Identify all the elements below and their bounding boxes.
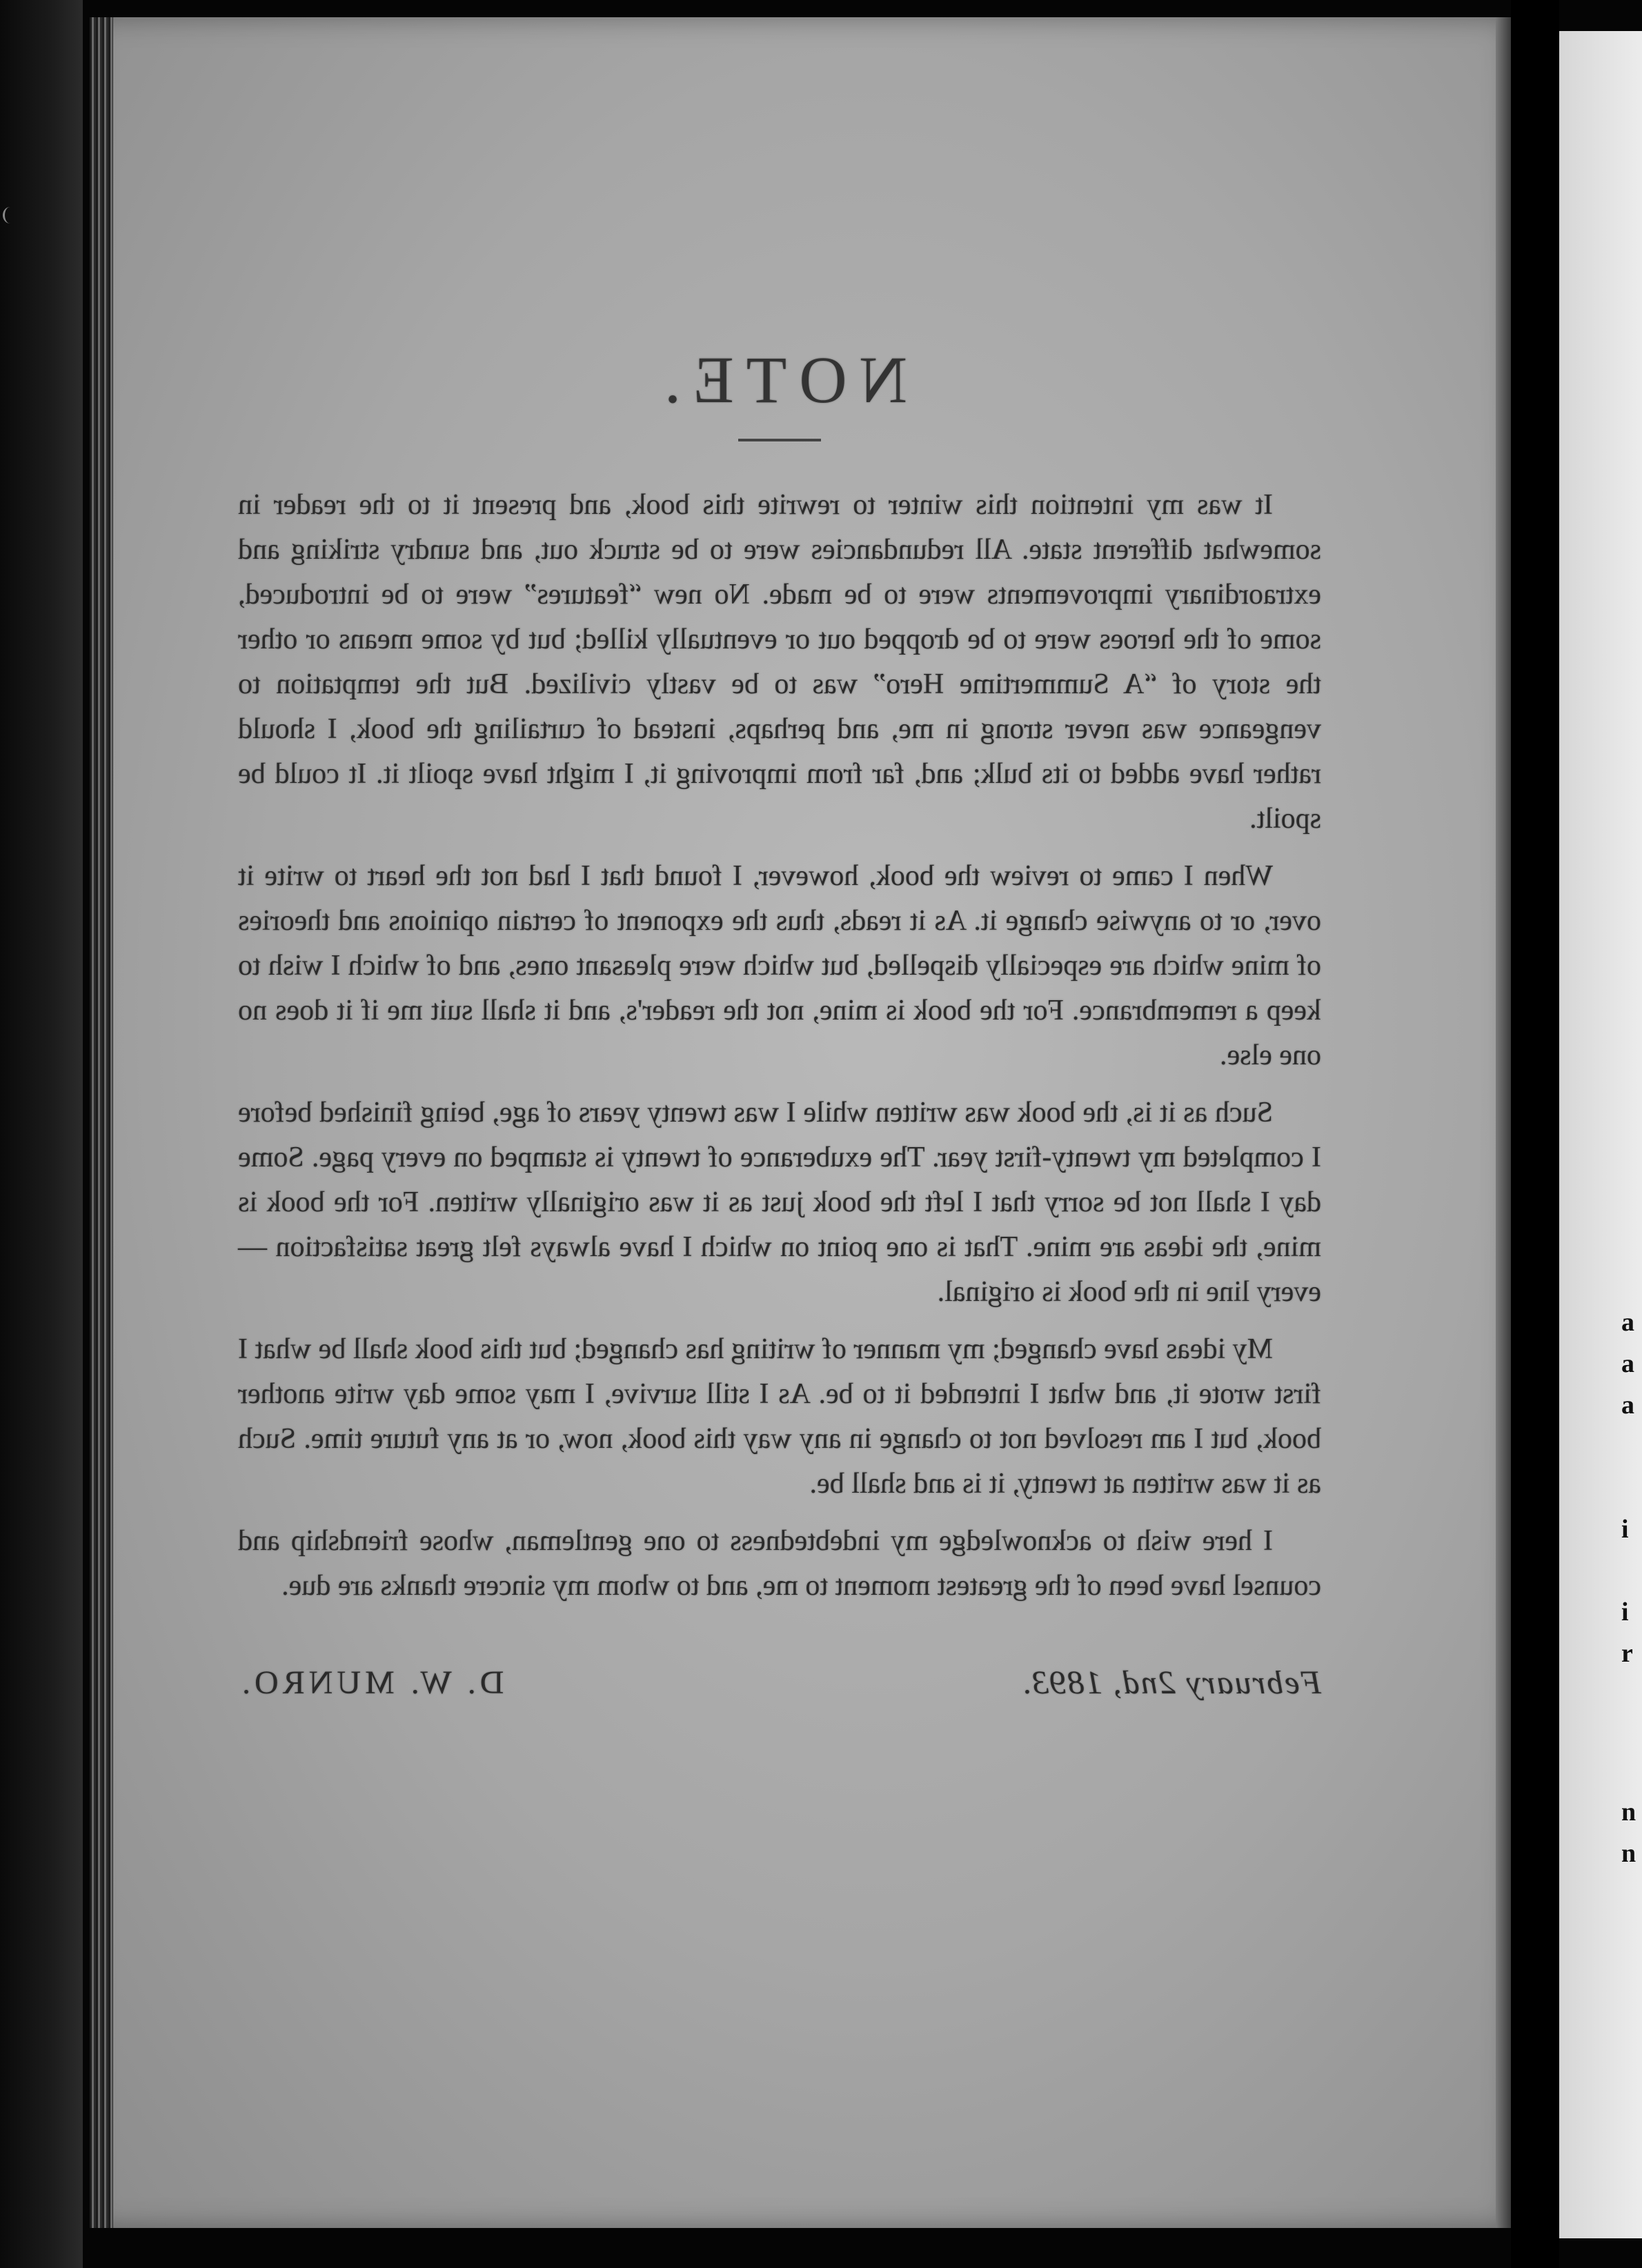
page-content: [238, 341, 1321, 1702]
adjacent-text-fragment: r: [1621, 1639, 1633, 1668]
adjacent-text-fragment: i: [1621, 1598, 1629, 1627]
title-rule: [738, 439, 821, 441]
paragraph: When I came to review the book, however, I found that I had not the heart to write it over, or to anywise change it. As it reads, thus the exponent of certain opinions and theories of mine which are especially dispelled, but which were pleasant ones, and of which I wish to keep a remembrance. For the book is mine, not the reader's, and it shall suit me if it does no one else.: [238, 860, 1321, 1071]
adjacent-page: [1559, 31, 1642, 2238]
adjacent-text-fragment: a: [1621, 1391, 1634, 1420]
adjacent-text-fragment: a: [1621, 1349, 1634, 1378]
paragraph: It was my intention this winter to rewrite this book, and present it to the reader in somewhat different state. All redundancies were to be struck out, and sundry striking and extraordinary improvements were to be made. No new “features” were to be introduced, some of the heroes were to be dropped out or eventually killed; but by some means or other the story of “A Summertime Hero” was to be vastly civilized. But the temptation to vengeance was never strong in me, and perhaps, instead of curtailing the book, I should rather have added to its bulk; and, far from improving it, I might have spoilt it. It could be spoilt.: [238, 489, 1321, 835]
adjacent-text-fragment: n: [1621, 1839, 1636, 1868]
paragraph: My ideas have changed; my manner of writing has changed; but this book shall be what I first wrote it, and what I intended it to be. As I still survive, I may some day write another book, but I am resolved not to change in any way this book, now, or at any future time. Such as it was written at twenty, it is and shall be.: [238, 1333, 1321, 1500]
scan-artifact: [3, 207, 17, 223]
scanned-page: [90, 17, 1511, 2228]
adjacent-text-fragment: i: [1621, 1515, 1629, 1544]
signature-author: D. W. MUNRO.: [238, 1664, 504, 1701]
adjacent-text-fragment: n: [1621, 1798, 1636, 1827]
paragraph: I here wish to acknowledge my indebtedness to one gentleman, whose friendship and counsel have been of the greatest moment to me, and to whom my sincere thanks are due.: [238, 1525, 1321, 1602]
paragraph: Such as it is, the book was written while I was twenty years of age, being finished before I completed my twenty-first year. The exuberance of twenty is stamped on every page. Some day I shall not be sorry that I left the book just as it was originally written. For the book is mine, the ideas are mine. That is one point on which I have always felt great satisfaction — every line in the book is original.: [238, 1097, 1321, 1308]
signature-line: [238, 1664, 1321, 1702]
adjacent-text-fragment: a: [1621, 1308, 1634, 1337]
book-gutter: [1511, 0, 1559, 2268]
scan-left-edge: [0, 0, 83, 2268]
signature-date: February 2nd, 1893.: [1020, 1664, 1321, 1701]
page-title: NOTE.: [652, 343, 907, 417]
bleed-through-mirror: [90, 17, 1511, 2228]
